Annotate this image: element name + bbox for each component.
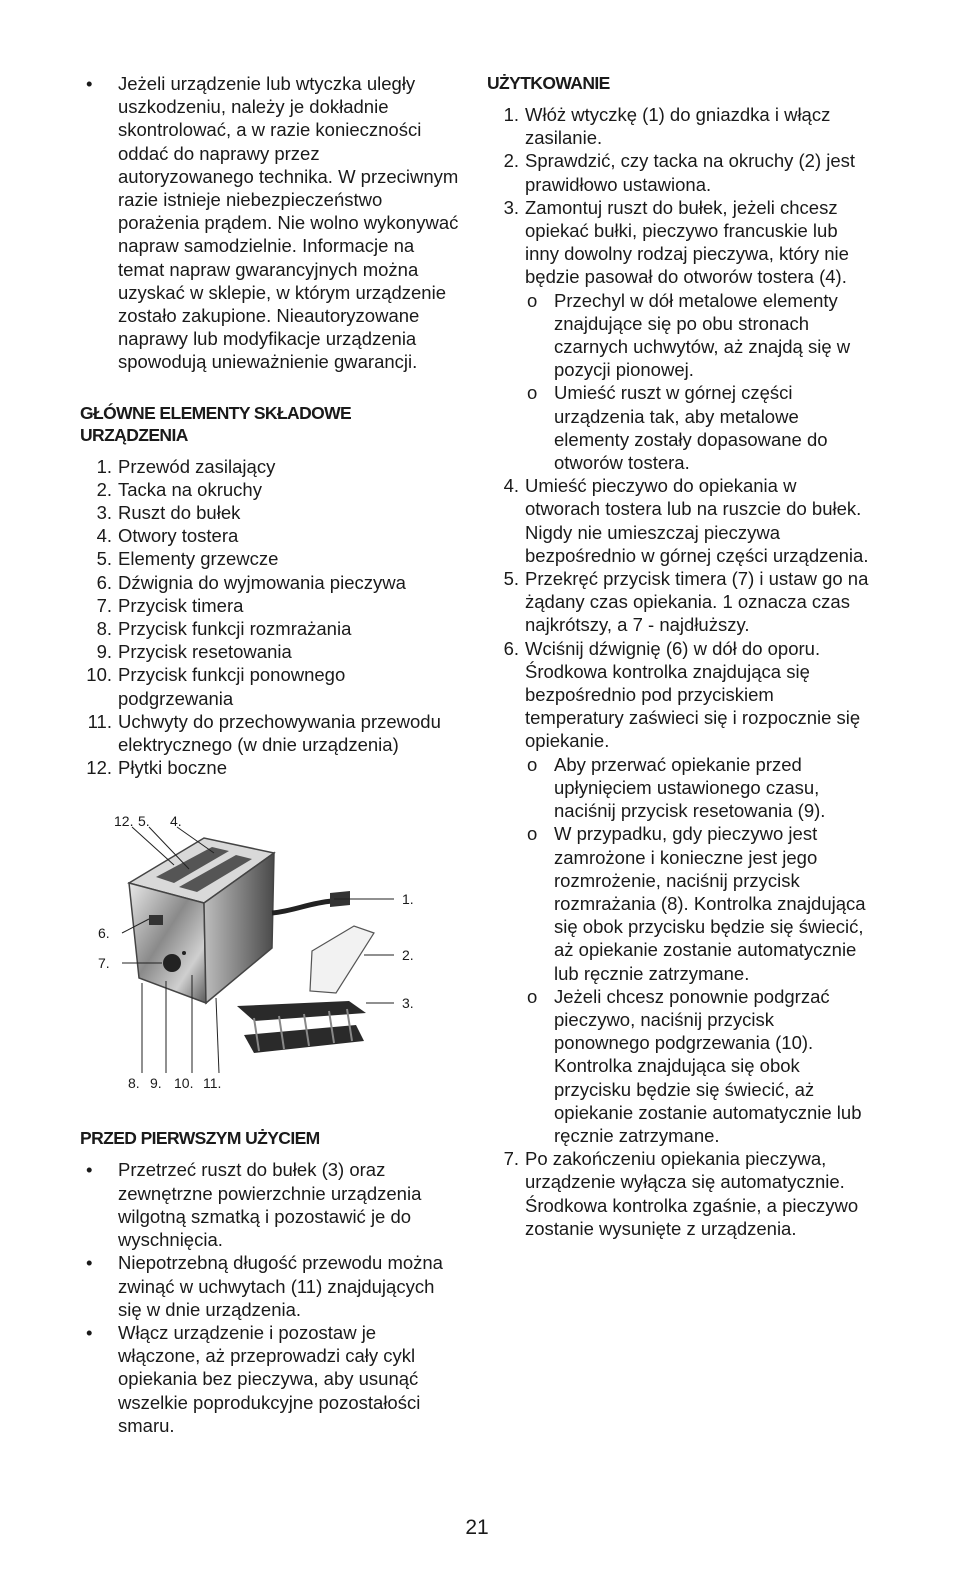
usage-step bbox=[487, 103, 872, 149]
component-item bbox=[80, 478, 460, 501]
item-number: 9. bbox=[96, 641, 112, 663]
component-label: Przycisk resetowania bbox=[118, 641, 292, 663]
usage-substep bbox=[487, 753, 872, 823]
usage-step bbox=[487, 1147, 872, 1240]
usage-step bbox=[487, 149, 872, 195]
step-number: 4. bbox=[503, 475, 519, 497]
step-number: 3. bbox=[503, 196, 519, 218]
usage-step bbox=[487, 637, 872, 753]
substep-text: W przypadku, gdy pieczywo jest zamrożone i konieczne jest jego rozmrożenie, naciśnij przycisk rozmrażania (8). Kontrolka znajdująca się obok przycisku będzie się świecić, aż opiekanie zostanie automatycznie lub ręcznie zatrzymane. bbox=[554, 823, 866, 984]
callout-12: 12. bbox=[114, 813, 134, 830]
intro-bullet-text: Jeżeli urządzenie lub wtyczka uległy uszkodzeniu, należy je dokładnie skontrolować, a w razie konieczności oddać do naprawy przez autoryzowanego technika. W przeciwnym razie istnieje niebezpieczeństwo porażenia prądem. Nie wolno wykonywać napraw samodzielnie. Informacje na temat napraw gwarancyjnych można uzyskać w sklepie, w którym urządzenie zostało zakupione. Nieautoryzowane naprawy lub modyfikacje urządzenia spowodują unieważnienie gwarancji. bbox=[118, 73, 459, 373]
first-use-item bbox=[80, 1251, 460, 1321]
step-text: Zamontuj ruszt do bułek, jeżeli chcesz opiekać bułki, pieczywo francuskie lub inny dowolny rodzaj pieczywa, który nie będzie pasował do otworów tostera (4). bbox=[525, 196, 849, 288]
first-use-item bbox=[80, 1158, 460, 1251]
bullet-marker: • bbox=[86, 1159, 93, 1181]
page-number: 21 bbox=[465, 1516, 489, 1539]
first-use-text: Niepotrzebną długość przewodu można zwinąć w uchwytach (11) znajdujących się w dnie urządzenia. bbox=[118, 1252, 443, 1320]
component-label: Tacka na okruchy bbox=[118, 478, 262, 500]
step-number: 2. bbox=[503, 150, 519, 172]
usage-substep bbox=[487, 381, 872, 474]
item-number: 4. bbox=[96, 525, 112, 547]
first-use-text: Przetrzeć ruszt do bułek (3) oraz zewnętrzne powierzchnie urządzenia wilgotną szmatką i pozostawić je do wyschnięcia. bbox=[118, 1159, 422, 1251]
substep-marker: o bbox=[527, 823, 538, 845]
callout-2: 2. bbox=[402, 947, 414, 964]
toaster-figure bbox=[94, 803, 434, 1103]
component-item bbox=[80, 571, 460, 594]
item-number: 8. bbox=[96, 618, 112, 640]
item-number: 2. bbox=[96, 478, 112, 500]
substep-text: Aby przerwać opiekanie przed upłynięciem ustawionego czasu, naciśnij przycisk resetowania (9). bbox=[554, 753, 826, 822]
usage-steps-list bbox=[487, 103, 872, 1240]
step-text: Umieść pieczywo do opiekania w otworach tostera lub na ruszcie do bułek. Nigdy nie umieszczaj pieczywa bezpośrednio w górnej części urządzenia. bbox=[525, 475, 869, 566]
substep-marker: o bbox=[527, 753, 538, 775]
item-number: 10. bbox=[86, 664, 112, 686]
component-item bbox=[80, 663, 460, 709]
component-item bbox=[80, 455, 460, 478]
step-number: 1. bbox=[503, 104, 519, 125]
substep-marker: o bbox=[527, 289, 538, 311]
intro-bullet bbox=[80, 72, 460, 374]
component-item bbox=[80, 710, 460, 756]
component-label: Uchwyty do przechowywania przewodu elektrycznego (w dnie urządzenia) bbox=[118, 710, 441, 756]
item-number: 1. bbox=[96, 455, 112, 477]
component-item bbox=[80, 617, 460, 640]
usage-substep bbox=[487, 985, 872, 1147]
item-number: 11. bbox=[87, 710, 112, 732]
substep-text: Umieść ruszt w górnej części urządzenia tak, aby metalowe elementy zostały dopasowane do otworów tostera. bbox=[554, 382, 828, 474]
step-number: 6. bbox=[503, 637, 519, 659]
usage-substep bbox=[487, 289, 872, 382]
step-text: Wciśnij dźwignię (6) w dół do oporu. Środkowa kontrolka znajdująca się bezpośrednio pod przyciskiem temperatury zaświeci się i rozpocznie się opiekanie. bbox=[525, 637, 861, 752]
substep-marker: o bbox=[527, 985, 538, 1007]
components-list bbox=[80, 455, 460, 780]
component-label: Elementy grzewcze bbox=[118, 548, 279, 570]
step-text: Sprawdzić, czy tacka na okruchy (2) jest prawidłowo ustawiona. bbox=[525, 150, 856, 195]
component-label: Przewód zasilający bbox=[118, 455, 276, 477]
components-heading: GŁÓWNE ELEMENTY SKŁADOWE URZĄDZENIA bbox=[80, 402, 352, 445]
right-column bbox=[487, 72, 872, 1240]
step-text: Po zakończeniu opiekania pieczywa, urządzenie wyłącza się automatycznie. Środkowa kontrolka zgaśnie, a pieczywo zostanie wysunięte z urządzenia. bbox=[525, 1148, 859, 1239]
step-text: Włóż wtyczkę (1) do gniazdka i włącz zasilanie. bbox=[525, 104, 831, 149]
component-label: Płytki boczne bbox=[118, 757, 227, 779]
bullet-marker: • bbox=[86, 1252, 93, 1274]
callout-5: 5. bbox=[138, 813, 150, 830]
component-label: Przycisk funkcji rozmrażania bbox=[118, 618, 352, 640]
component-item bbox=[80, 640, 460, 663]
left-column bbox=[80, 72, 460, 1437]
substep-marker: o bbox=[527, 382, 538, 404]
callout-11: 11. bbox=[203, 1075, 222, 1092]
first-use-list bbox=[80, 1158, 460, 1436]
component-item bbox=[80, 501, 460, 524]
component-item bbox=[80, 594, 460, 617]
component-label: Otwory tostera bbox=[118, 525, 239, 547]
callout-7: 7. bbox=[98, 955, 110, 972]
component-label: Dźwignia do wyjmowania pieczywa bbox=[118, 571, 406, 593]
usage-step bbox=[487, 196, 872, 289]
usage-step bbox=[487, 474, 872, 567]
callout-3: 3. bbox=[402, 995, 414, 1012]
bullet-marker: • bbox=[86, 73, 93, 94]
first-use-item bbox=[80, 1321, 460, 1437]
callout-8: 8. bbox=[128, 1075, 140, 1092]
item-number: 3. bbox=[96, 502, 112, 524]
item-number: 12. bbox=[86, 757, 112, 779]
usage-substep bbox=[487, 822, 872, 984]
callout-6: 6. bbox=[98, 925, 110, 942]
substep-text: Przechyl w dół metalowe elementy znajdujące się po obu stronach czarnych uchwytów, aż znajdą się w pozycji pionowej. bbox=[554, 289, 851, 381]
item-number: 7. bbox=[96, 594, 112, 616]
usage-heading: UŻYTKOWANIE bbox=[487, 73, 610, 93]
component-label: Przycisk funkcji ponownego podgrzewania bbox=[118, 664, 346, 709]
first-use-text: Włącz urządzenie i pozostaw je włączone, aż przeprowadzi cały cykl opiekania bez pieczywa, aby usunąć wszelkie poprodukcyjne pozostałości smaru. bbox=[118, 1321, 421, 1436]
substep-text: Jeżeli chcesz ponownie podgrzać pieczywo, naciśnij przycisk ponownego podgrzewania (10). Kontrolka znajdująca się obok przycisku będzie się świecić, aż opiekanie zostanie automatycznie lub ręcznie zatrzymane. bbox=[554, 985, 862, 1146]
item-number: 6. bbox=[96, 571, 112, 593]
callout-1: 1. bbox=[402, 891, 414, 908]
component-label: Ruszt do bułek bbox=[118, 502, 241, 524]
item-number: 5. bbox=[96, 548, 112, 570]
toaster-illustration bbox=[94, 803, 434, 1103]
callout-4: 4. bbox=[170, 813, 182, 830]
first-use-heading: PRZED PIERWSZYM UŻYCIEM bbox=[80, 1128, 320, 1149]
step-number: 7. bbox=[503, 1148, 519, 1170]
callout-9: 9. bbox=[150, 1075, 162, 1092]
component-item bbox=[80, 547, 460, 570]
component-item bbox=[80, 524, 460, 547]
step-text: Przekręć przycisk timera (7) i ustaw go na żądany czas opiekania. 1 oznacza czas najkrótszy, a 7 - najdłuższy. bbox=[525, 568, 869, 636]
usage-step bbox=[487, 567, 872, 637]
callout-10: 10. bbox=[174, 1075, 194, 1092]
component-label: Przycisk timera bbox=[118, 594, 244, 616]
component-item bbox=[80, 756, 460, 779]
step-number: 5. bbox=[503, 568, 519, 590]
bullet-marker: • bbox=[86, 1321, 93, 1343]
